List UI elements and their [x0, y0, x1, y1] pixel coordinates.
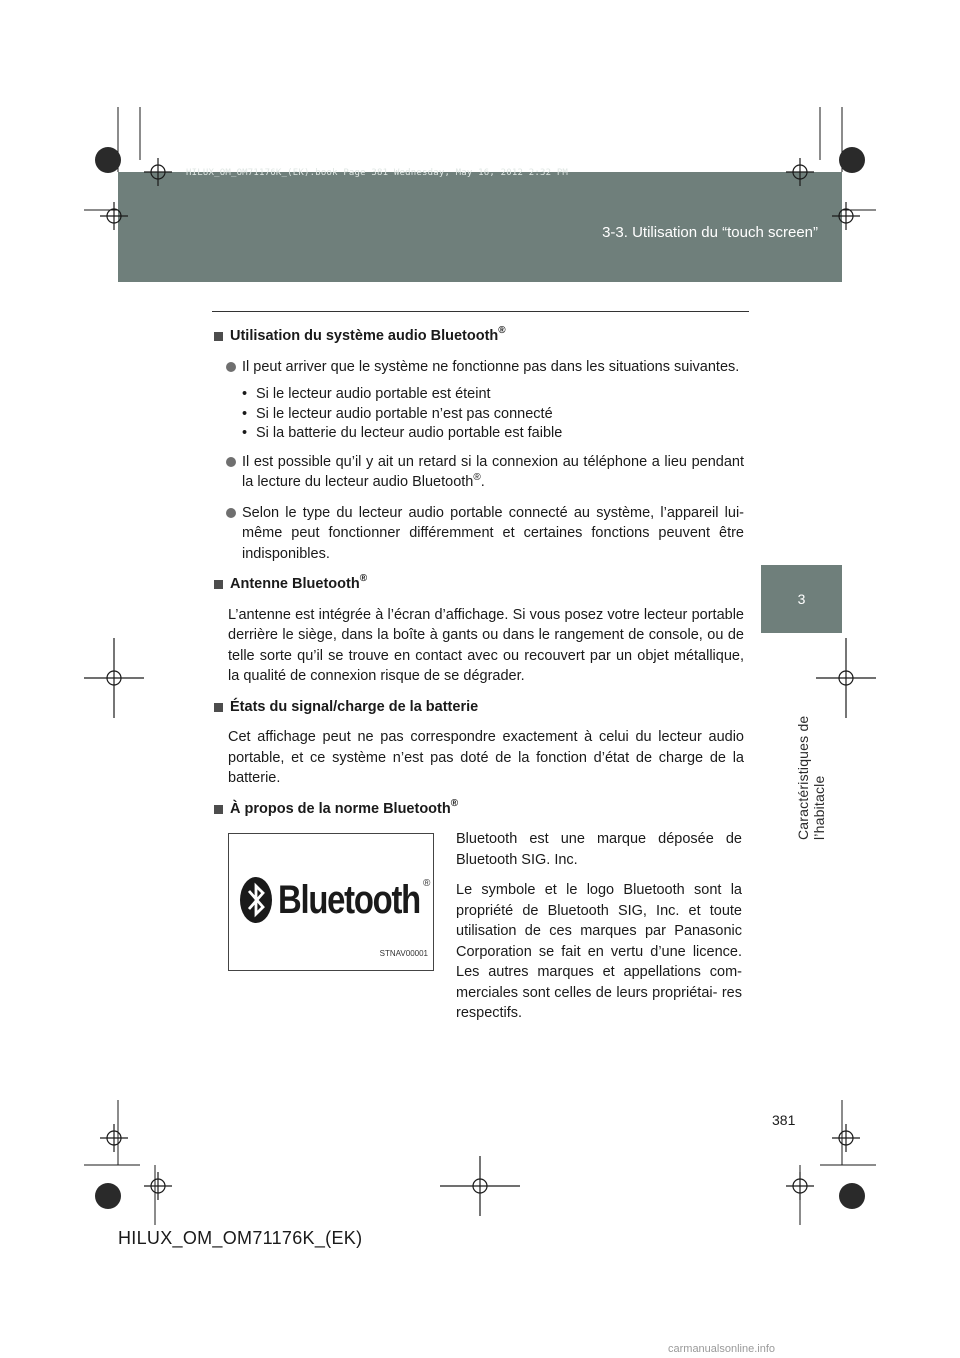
- chapter-label: Caractéristiques de l’habitacle: [795, 715, 827, 840]
- bullet-text-end: .: [480, 474, 485, 490]
- bullet-text-main: Il est possible qu’il y ait un retard si la connexion au téléphone a lieu pendant la lecture du lecteur audio Bluetooth: [242, 453, 744, 490]
- bluetooth-info-row: [214, 819, 744, 1029]
- circle-bullet-icon: [226, 457, 236, 467]
- chapter-number: 3: [797, 591, 806, 607]
- watermark: carmanualsonline.info: [668, 1343, 776, 1355]
- bullet-text: Selon le type du lecteur audio portable connecté au système, l’appareil lui-même peut fonctionner différemment et certaines fonctions peuvent être indisponibles.: [242, 504, 744, 562]
- bluetooth-logo: [239, 876, 451, 924]
- circle-bullet-icon: [226, 508, 236, 518]
- book-stamp: HILUX_OM_OM71176K_(EK).book Page 381 Wednesday, May 16, 2012 2:32 PM: [186, 168, 569, 178]
- registered-mark: ®: [473, 472, 481, 484]
- square-bullet-icon: [214, 580, 223, 589]
- bluetooth-rune-icon: [239, 876, 273, 924]
- sub-item-text: Si le lecteur audio portable n’est pas connecté: [256, 405, 553, 422]
- trademark-paragraph: Bluetooth est une marque déposée de Bluetooth SIG. Inc.: [456, 831, 742, 868]
- square-bullet-icon: [214, 703, 223, 712]
- bullet-text: [242, 452, 744, 493]
- section-heading-bluetooth-audio: [214, 326, 744, 347]
- image-code: STNAV00001: [379, 948, 428, 958]
- sub-list-item: [242, 405, 744, 425]
- square-bullet-icon: [214, 805, 223, 814]
- document-id: HILUX_OM_OM71176K_(EK): [118, 1228, 363, 1248]
- heading-text: Utilisation du système audio Bluetooth: [230, 328, 499, 344]
- trademark-paragraph: Le symbole et le logo Bluetooth sont la propriété de Bluetooth SIG, Inc. et toute utilisation de ces marques par Panasonic Corporation se fait en vertu d’une licence. Les autres marques et appellations com- merciales sont celles de leurs propriétai- res respectifs.: [456, 882, 742, 1021]
- circle-bullet-icon: [226, 362, 236, 372]
- bullet-item: [214, 503, 744, 565]
- sub-bullet-marker: •: [242, 405, 248, 422]
- square-bullet-icon: [214, 332, 223, 341]
- sub-bullet-marker: •: [242, 425, 248, 441]
- bluetooth-wordmark: Bluetooth: [278, 877, 420, 922]
- bullet-item: [214, 357, 744, 378]
- sub-item-text: Si le lecteur audio portable est éteint: [256, 386, 491, 402]
- heading-text: Antenne Bluetooth: [230, 576, 360, 592]
- chapter-number-tab: [761, 565, 842, 633]
- registered-mark: ®: [498, 325, 506, 337]
- registered-mark: ®: [423, 878, 431, 889]
- section-reference: 3-3. Utilisation du “touch screen”: [602, 224, 818, 241]
- bullet-item: [214, 452, 744, 493]
- header-band: [118, 172, 842, 282]
- registered-mark: ®: [359, 573, 368, 585]
- section-heading-antenna: [214, 574, 744, 595]
- heading-text: À propos de la norme Bluetooth: [230, 800, 451, 817]
- paragraph-antenna: L’antenne est intégrée à l’écran d’affichage. Si vous posez votre lecteur portable derrière le siège, dans la boîte à gants ou dans le rangement de console, ou de telle sorte qu’il se trouve en contact avec ou recouvert par un objet métallique, la qualité de connexion risque de se dégrader.: [228, 606, 744, 684]
- bullet-text: Il peut arriver que le système ne fonctionne pas dans les situations suivantes.: [242, 358, 740, 375]
- sub-list-item: [242, 385, 744, 405]
- sub-bullet-marker: •: [242, 386, 248, 402]
- sub-list-item: [242, 424, 744, 444]
- page-content: [214, 322, 744, 1029]
- registered-mark: ®: [450, 797, 459, 809]
- sub-item-text: Si la batterie du lecteur audio portable est faible: [256, 425, 563, 441]
- page-number: 381: [772, 1112, 796, 1128]
- paragraph-signal-battery: Cet affichage peut ne pas correspondre exactement à celui du lecteur audio portable, et ce système n’est pas doté de la fonction d’état de charge de la batterie.: [228, 729, 744, 786]
- section-heading-bluetooth-standard: [214, 799, 744, 820]
- section-heading-signal-battery: [214, 697, 744, 718]
- bluetooth-logo-image: [228, 833, 434, 971]
- bluetooth-trademark-text: [456, 829, 742, 1034]
- top-rule: [212, 311, 749, 312]
- heading-text: États du signal/charge de la batterie: [230, 698, 479, 715]
- sub-list: [214, 385, 744, 444]
